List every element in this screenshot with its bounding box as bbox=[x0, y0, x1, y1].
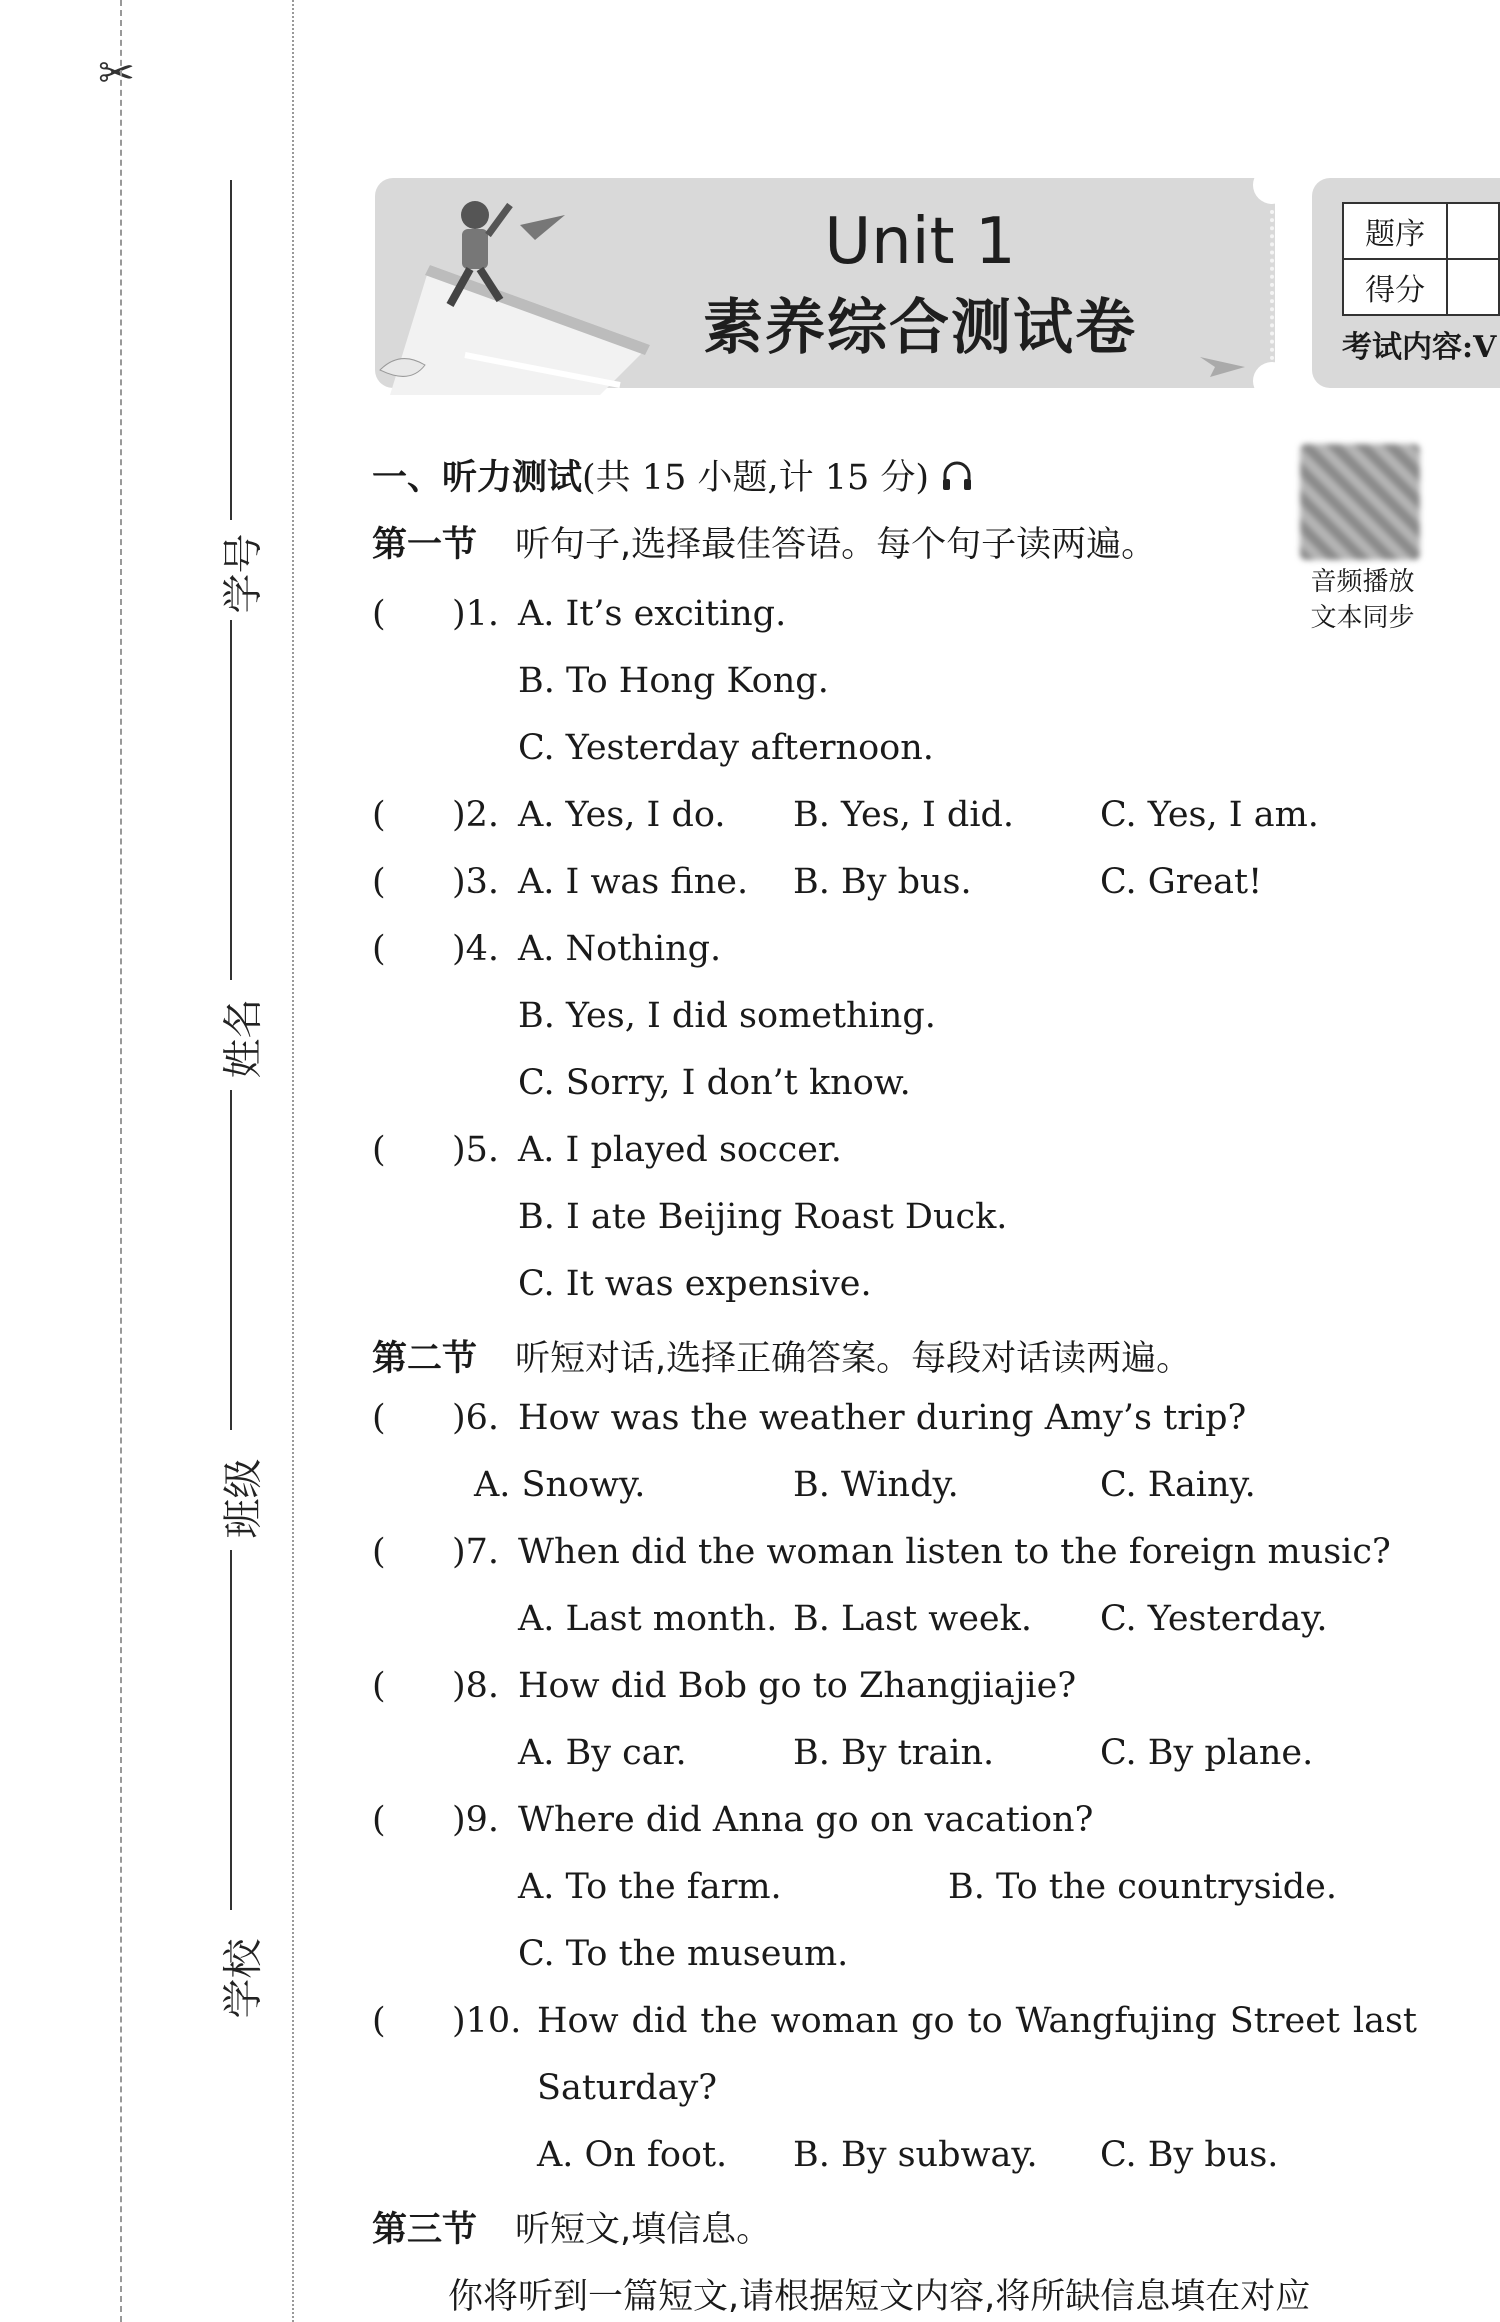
test-subtitle: 素养综合测试卷 bbox=[703, 293, 1137, 363]
class-rule bbox=[230, 1090, 232, 1430]
q2-option-b: B. Yes, I did. bbox=[793, 795, 1015, 835]
cut-line bbox=[120, 0, 122, 2322]
answer-bracket[interactable]: ( bbox=[372, 929, 386, 969]
scissors-icon: ✂ bbox=[98, 48, 135, 99]
q7-stem: When did the woman listen to the foreign music? bbox=[518, 1532, 1391, 1572]
section3-instruction: 听短文,填信息。 bbox=[515, 2210, 772, 2250]
q8-option-c: C. By plane. bbox=[1100, 1733, 1314, 1773]
answer-bracket[interactable]: ( bbox=[372, 1130, 386, 1170]
q6-stem: How was the weather during Amy’s trip? bbox=[518, 1398, 1247, 1438]
q10-option-c: C. By bus. bbox=[1100, 2135, 1279, 2175]
answer-bracket[interactable]: ( bbox=[372, 1532, 386, 1572]
q7-option-a: A. Last month. bbox=[518, 1599, 778, 1639]
qr-caption bbox=[1300, 564, 1425, 636]
answer-bracket[interactable]: ( bbox=[372, 862, 386, 902]
headphone-icon bbox=[940, 459, 974, 493]
answer-bracket[interactable]: ( bbox=[372, 1666, 386, 1706]
q10-stem-cont: Saturday? bbox=[537, 2068, 717, 2108]
q3-number: )3. bbox=[452, 862, 500, 902]
school-label: 学校 bbox=[220, 1938, 267, 2019]
q4-option-b: B. Yes, I did something. bbox=[518, 996, 936, 1036]
q9-number: )9. bbox=[452, 1800, 500, 1840]
q9-option-b: B. To the countryside. bbox=[948, 1867, 1337, 1907]
q5-number: )5. bbox=[452, 1130, 500, 1170]
q5-option-c: C. It was expensive. bbox=[518, 1264, 872, 1304]
q1-option-a: A. It’s exciting. bbox=[518, 594, 787, 634]
score-table-cell[interactable] bbox=[1447, 203, 1499, 259]
fold-line bbox=[292, 0, 294, 2322]
q8-number: )8. bbox=[452, 1666, 500, 1706]
q8-option-a: A. By car. bbox=[518, 1733, 687, 1773]
q4-option-a: A. Nothing. bbox=[518, 929, 722, 969]
student-illustration bbox=[370, 195, 660, 400]
q3-option-a: A. I was fine. bbox=[518, 862, 749, 902]
section2-label: 第二节 bbox=[372, 1339, 478, 1379]
section2-instruction: 听短对话,选择正确答案。每段对话读两遍。 bbox=[515, 1339, 1192, 1379]
q10-option-a: A. On foot. bbox=[537, 2135, 728, 2175]
q5-option-a: A. I played soccer. bbox=[518, 1130, 842, 1170]
q10-option-b: B. By subway. bbox=[793, 2135, 1038, 2175]
answer-bracket[interactable]: ( bbox=[372, 1800, 386, 1840]
student-id-label: 学号 bbox=[220, 533, 267, 614]
q2-number: )2. bbox=[452, 795, 500, 835]
q1-option-c: C. Yesterday afternoon. bbox=[518, 728, 934, 768]
q7-option-c: C. Yesterday. bbox=[1100, 1599, 1328, 1639]
section3-intro: 你将听到一篇短文,请根据短文内容,将所缺信息填在对应 bbox=[448, 2277, 1311, 2317]
score-table-row-label: 得分 bbox=[1343, 259, 1447, 315]
name-rule bbox=[230, 620, 232, 980]
q9-option-a: A. To the farm. bbox=[518, 1867, 782, 1907]
q7-number: )7. bbox=[452, 1532, 500, 1572]
score-table-cell[interactable] bbox=[1447, 259, 1499, 315]
section2-heading bbox=[372, 1331, 1191, 1381]
class-label: 班级 bbox=[220, 1458, 267, 1539]
qr-caption-line: 文本同步 bbox=[1310, 603, 1415, 633]
part1-heading bbox=[372, 450, 974, 500]
answer-bracket[interactable]: ( bbox=[372, 795, 386, 835]
q4-option-c: C. Sorry, I don’t know. bbox=[518, 1063, 911, 1103]
q3-option-c: C. Great! bbox=[1100, 862, 1263, 902]
student-id-rule bbox=[230, 180, 232, 520]
q6-option-b: B. Windy. bbox=[793, 1465, 959, 1505]
exam-content: 考试内容:V bbox=[1342, 330, 1497, 365]
section1-heading bbox=[372, 517, 1156, 567]
q1-number: )1. bbox=[452, 594, 500, 634]
q2-option-c: C. Yes, I am. bbox=[1100, 795, 1319, 835]
q8-option-b: B. By train. bbox=[793, 1733, 995, 1773]
q6-option-c: C. Rainy. bbox=[1100, 1465, 1256, 1505]
section3-heading bbox=[372, 2202, 771, 2252]
score-table-row-label: 题序 bbox=[1343, 203, 1447, 259]
q9-stem: Where did Anna go on vacation? bbox=[518, 1800, 1094, 1840]
q10-number: )10. bbox=[452, 2001, 522, 2041]
section3-label: 第三节 bbox=[372, 2210, 478, 2250]
q9-option-c: C. To the museum. bbox=[518, 1934, 849, 1974]
q8-stem: How did Bob go to Zhangjiajie? bbox=[518, 1666, 1077, 1706]
q6-option-a: A. Snowy. bbox=[474, 1465, 646, 1505]
paper-plane-icon bbox=[1200, 352, 1250, 382]
answer-bracket[interactable]: ( bbox=[372, 1398, 386, 1438]
answer-bracket[interactable]: ( bbox=[372, 2001, 386, 2041]
qr-code[interactable] bbox=[1300, 444, 1420, 560]
score-table bbox=[1342, 202, 1500, 316]
name-label: 姓名 bbox=[220, 998, 267, 1079]
q10-stem: How did the woman go to Wangfujing Street last bbox=[537, 2001, 1417, 2041]
part1-detail: (共 15 小题,计 15 分) bbox=[582, 458, 930, 498]
part1-title: 一、听力测试 bbox=[372, 458, 583, 498]
perforation bbox=[1270, 210, 1274, 360]
banner-notch-bottom bbox=[1253, 362, 1291, 400]
q4-number: )4. bbox=[452, 929, 500, 969]
school-rule bbox=[230, 1550, 232, 1910]
q7-option-b: B. Last week. bbox=[793, 1599, 1032, 1639]
q3-option-b: B. By bus. bbox=[793, 862, 972, 902]
answer-bracket[interactable]: ( bbox=[372, 594, 386, 634]
banner-notch-top bbox=[1253, 166, 1291, 204]
q6-number: )6. bbox=[452, 1398, 500, 1438]
qr-caption-line: 音频播放 bbox=[1310, 567, 1415, 597]
unit-title: Unit 1 bbox=[824, 205, 1016, 279]
section1-label: 第一节 bbox=[372, 525, 478, 565]
section1-instruction: 听句子,选择最佳答语。每个句子读两遍。 bbox=[515, 525, 1157, 565]
q5-option-b: B. I ate Beijing Roast Duck. bbox=[518, 1197, 1008, 1237]
q1-option-b: B. To Hong Kong. bbox=[518, 661, 829, 701]
q2-option-a: A. Yes, I do. bbox=[518, 795, 726, 835]
